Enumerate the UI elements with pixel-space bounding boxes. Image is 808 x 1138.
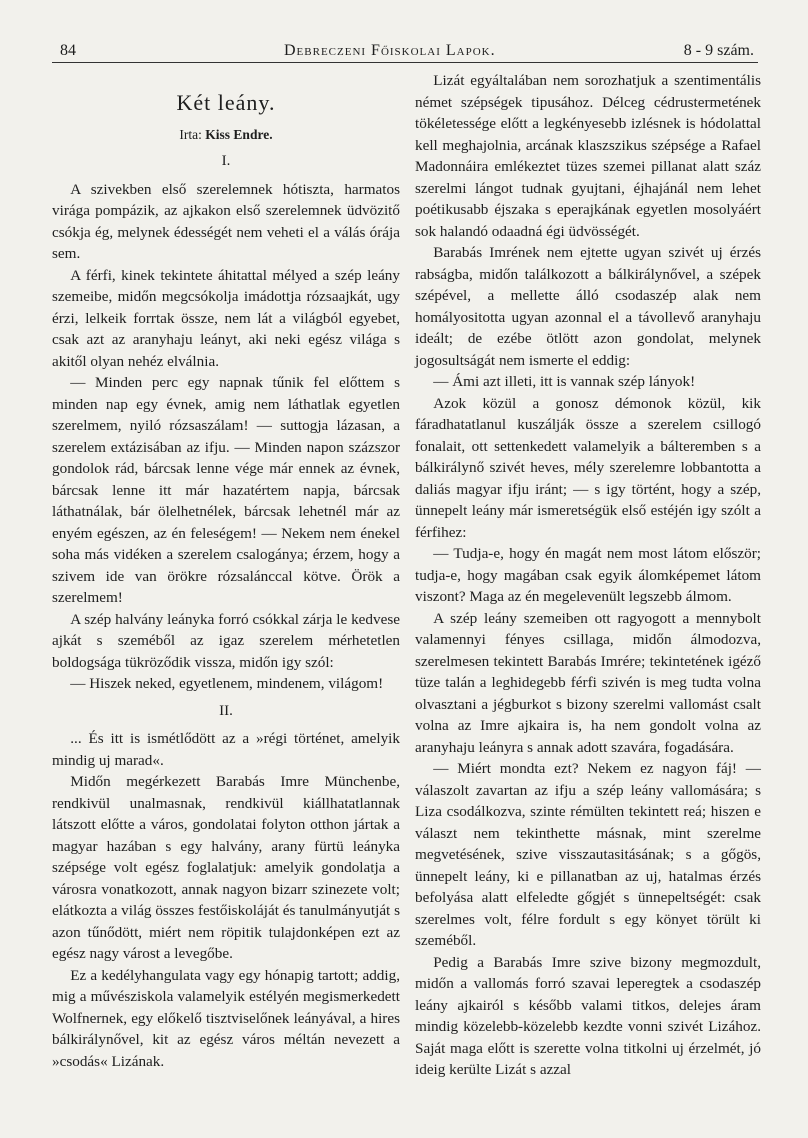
right-column [415,70,761,1081]
journal-title: Debreczeni Főiskolai Lapok. [284,42,496,59]
section-heading-1: I. [221,153,231,169]
author-name: Kiss Endre. [205,126,273,142]
paragraph: A szivekben első szerelemnek hótiszta, harmatos virága pompázik, az ajkakon első szerelemnek üdvözitő csókja ég, melynek édességét nem veheti el a válás órája sem. [52,180,400,262]
paragraph: — Hiszek neked, egyetlenem, mindenem, világom! [70,675,384,692]
paragraph: Barabás Imrének nem ejtette ugyan szivét uj érzés rabságba, midőn találkozott a bálkirálynővel, a szépek szépével, a mellette álló csodaszép alak nem homályositotta ugyan azonnal el a távollevő aranyhaju ideált; de ezébe ötlött azon gondolat, melynek jogosultságát nem ismerte el eddig: [415,244,761,369]
paragraph: Lizát egyáltalában nem sorozhatjuk a szentimentális német szépségek tipusához. Délceg cédrustermetének tökéletessége előtt a legkényesebb izlésnek is hódolattal kell meghajolnia, arcának klaszszikus szépsége a Rafael Madonnáira emlékeztet tüzes szemei pillanat alatt száz szerelmi lángot tudnak gyujtani, éjhajánál nem lehet poétikusabb éjszaka s eperajkának egyetlen mosolyáért sok halandó odaadná égi üdvösségét. [415,72,761,240]
paragraph: Midőn megérkezett Barabás Imre Münchenbe, rendkivül unalmasnak, rendkivül kiállhatatlannak látszott előtte a város, gondolatai folyton otthon jártak a magyar hazában s egy halvány, arany fürtü leányka szépsége volt egész foglalatjuk: amelyik gondolatja a városra vonatkozott, annak nagyon bizarr szinezete volt; elátkozta a világ összes festőiskoláját és tanulmányutját s azon tűnődött, miért nem röpitik tulajdonképen ezt az egész nagy várost a levegőbe. [52,773,400,962]
paragraph: — Miért mondta ezt? Nekem ez nagyon fáj! — válaszolt zavartan az ifju a szép leány vallomására; s Liza csodálkozva, szinte rémülten tekintett reá; hiszen e választ nem tekinthette másnak, mint szerelme megvetésének, szive visszautasitásának; s a gőgös, ünnepelt leány, ki e pillanatban az uj, hatalmas érzés befolyása alatt elfeledte gőgjét s ünnepeltségét: csak szerelmes volt, félre fordult s egy könyet törült ki szeméből. [415,760,761,949]
paragraph: — Tudja-e, hogy én magát nem most látom először; tudja-e, hogy magában csak egyik álomképemet látom viszont? Maga az én megelevenült legszebb álmom. [415,545,761,605]
paragraph: A férfi, kinek tekintete áhitattal mélyed a szép leány szemeibe, midőn megcsókolja imádottja rózsaajkát, ugy érzi, lelkeik forrtak össze, nem lát a világból egyebet, csak azt az aranyhaju leányt, aki neki egész világa s akitől olyan nehéz elválnia. [52,266,400,370]
page-number: 84 [60,42,76,59]
section-heading-2: II. [219,702,233,719]
running-header [52,36,758,63]
paragraph: A szép halvány leányka forró csókkal zárja le kedvese ajkát s szeméből az igaz szerelem mérhetetlen boldogsága tükröződik vissza, midőn igy szól: [52,610,400,671]
paragraph: Azok közül a gonosz démonok közül, kik fáradhatatlanul kuszálják össze a szerelem csillogó fonalait, ott settenkedett valamelyik a bálteremben s a bálkirálynő szivét heves, mély szerelemre lobbantotta a daliás magyar ifju iránt; — s igy történt, hogy a szép, ünnepelt leány már ismeretségük első estéjén igy szólt a férfihez: [415,394,761,541]
paragraph: — Ámi azt illeti, itt is vannak szép lányok! [433,373,696,390]
paragraph: Pedig a Barabás Imre szive bizony megmozdult, midőn a vallomás forró szavai leperegtek a csodaszép leány ajkairól s később valami titkos, delejes áram mindig közelebb-közelebb kezdte vonni szivét Lizához. Saját maga előtt is szerette volna titkolni uj érzelmét, jó ideig kerülte Lizát s azzal [415,953,761,1078]
issue-number: 8 - 9 szám. [683,42,754,59]
left-column [52,70,400,1072]
paragraph: A szép leány szemeiben ott ragyogott a mennybolt valamennyi fényes csillaga, midőn álmodozva, szerelmesen tekintett Barabás Imrére; tekintetének igéző tüze talán a leghidegebb férfi szivén is meg tudta volna olvasztani a jégburkot s bizony szerelmi vallomást csalt volna az Imre ajkaira is, ha nem gondolt volna az aranyhaju leányra s annak adott szavára, fogadására. [415,609,761,756]
byline [52,124,400,146]
article-title: Két leány. [176,90,276,115]
paragraph: Ez a kedélyhangulata vagy egy hónapig tartott; addig, mig a művésziskola valamelyik estélyén megismerkedett Wolfnernek, egy előkelő tisztviselőnek leányával, a hires bálkirálynővel, kit az egész város méltán nevezett a »csodás« Lizának. [52,966,400,1070]
byline-prefix: Irta: [179,126,202,142]
paragraph: ... És itt is ismétlődött az a »régi történet, amelyik mindig uj marad«. [52,730,400,769]
paragraph: — Minden perc egy napnak tűnik fel előttem s minden nap egy évnek, amig nem láthatlak egyetlen szerelmem, nyiló rózsaszálam! — suttogja lázasan, a szerelem extázisában az ifju. — Minden napon százszor gondolok rád, bárcsak lenne vége már ennek az évnek, bárcsak lenne itt már hazatértem napja, bárcsak láthatnálak, bár ölelhetnélek, bárcsak lehetnél már az enyém egészen, az én feleségem! — Nekem nem énekel soha más vidéken a szerelem csalogánya; érzem, hogy a szivem ide van örökre rózsalánccal kötve. Örök a szerelmem! [52,374,400,606]
